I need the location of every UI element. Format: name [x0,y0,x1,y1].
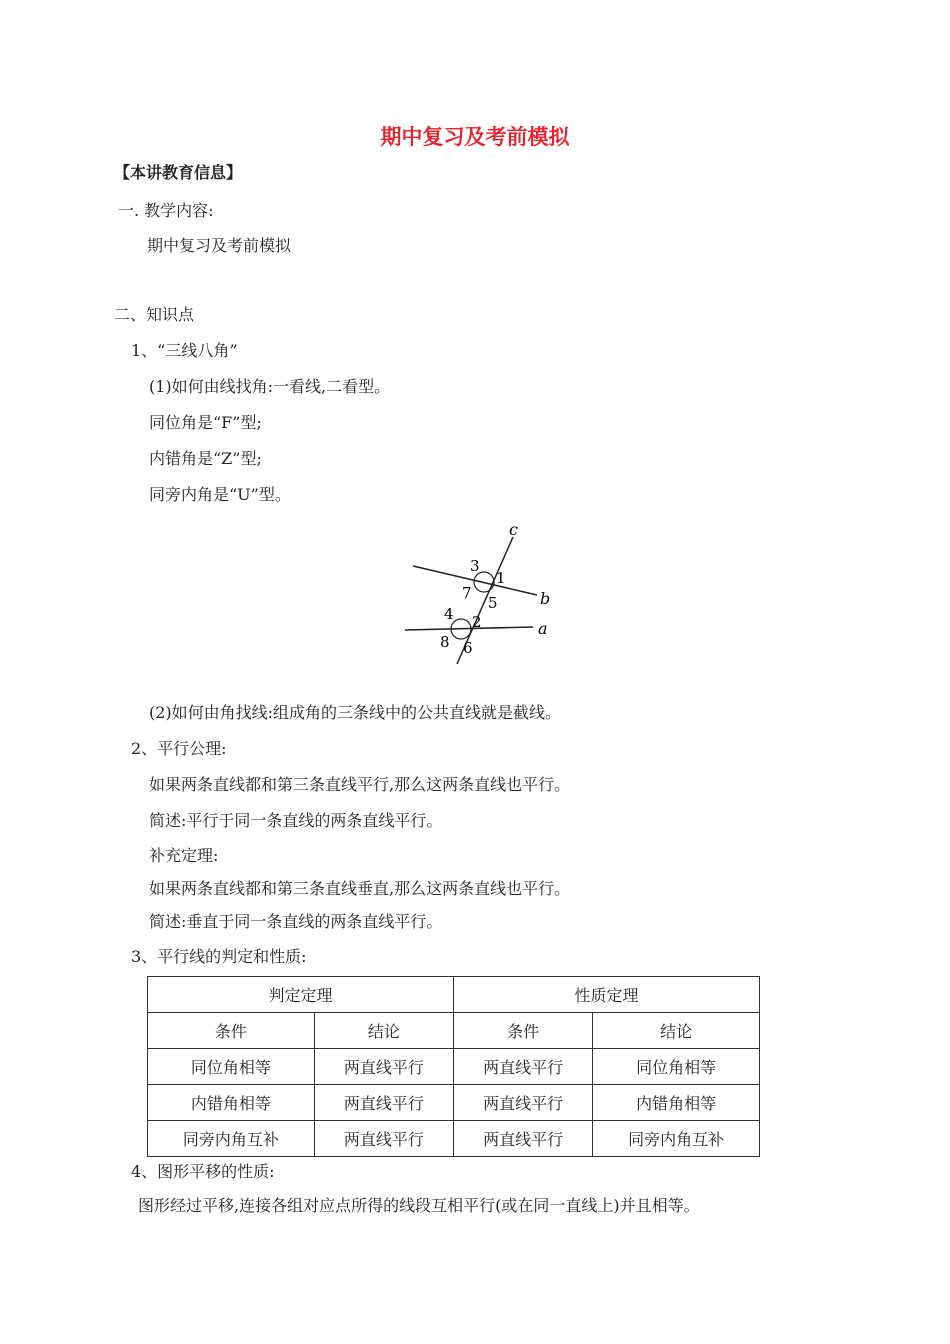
point1-line: 同旁内角是“U”型。 [149,485,291,504]
angle-1: 1 [496,569,506,587]
angle-3: 3 [470,557,480,575]
header-cell: 结论 [593,1013,760,1049]
table-cell: 同位角相等 [148,1049,315,1085]
section2-heading: 二、知识点 [114,305,195,324]
section1-content: 期中复习及考前模拟 [147,236,292,255]
header-cell: 条件 [453,1013,592,1049]
table-row [148,1121,760,1157]
point4-title: 4、图形平移的性质: [131,1162,275,1181]
point2-line: 如果两条直线都和第三条直线垂直,那么这两条直线也平行。 [149,879,571,898]
table-cell: 两直线平行 [453,1049,592,1085]
point3-title: 3、平行线的判定和性质: [131,947,307,966]
table-cell: 同旁内角互补 [593,1121,760,1157]
point2-line: 简述:平行于同一条直线的两条直线平行。 [149,811,443,830]
point1-sub2: (2)如何由角找线:组成角的三条线中的公共直线就是截线。 [149,703,562,722]
label-b: b [540,589,551,608]
angle-8: 8 [440,633,450,651]
angle-4: 4 [444,605,454,623]
section1-heading: 一. 教学内容: [118,201,214,220]
group-cell-determination: 判定定理 [148,977,454,1013]
point1-line: 内错角是“Z”型; [149,449,262,468]
angle-2: 2 [472,613,482,631]
point4-content: 图形经过平移,连接各组对应点所得的线段互相平行(或在同一直线上)并且相等。 [138,1196,700,1215]
point1-title: 1、“三线八角” [131,341,238,360]
parallel-lines-table [147,976,760,1157]
info-header: 【本讲教育信息】 [114,163,243,182]
table-cell: 两直线平行 [314,1085,453,1121]
point1-line: 同位角是“F”型; [149,413,262,432]
table-cell: 两直线平行 [453,1085,592,1121]
line-a [405,627,533,630]
page-title: 期中复习及考前模拟 [380,125,570,149]
table-header-row [148,1013,760,1049]
point2-line: 如果两条直线都和第三条直线平行,那么这两条直线也平行。 [149,775,571,794]
three-lines-eight-angles-figure [395,520,565,665]
table-cell: 两直线平行 [314,1049,453,1085]
angle-6: 6 [463,639,473,657]
table-row [148,1049,760,1085]
table-cell: 同位角相等 [593,1049,760,1085]
group-cell-property: 性质定理 [453,977,759,1013]
label-c: c [509,520,518,539]
point2-line: 补充定理: [149,846,219,865]
table-cell: 两直线平行 [453,1121,592,1157]
label-a: a [538,619,548,638]
angle-5: 5 [488,594,498,612]
point2-line: 简述:垂直于同一条直线的两条直线平行。 [149,912,443,931]
table-cell: 内错角相等 [148,1085,315,1121]
point1-sub1: (1)如何由线找角:一看线,二看型。 [149,377,391,396]
point2-title: 2、平行公理: [131,739,227,758]
header-cell: 条件 [148,1013,315,1049]
table-cell: 两直线平行 [314,1121,453,1157]
table-row [148,1085,760,1121]
table-group-row [148,977,760,1013]
table-cell: 同旁内角互补 [148,1121,315,1157]
header-cell: 结论 [314,1013,453,1049]
table-cell: 内错角相等 [593,1085,760,1121]
angle-7: 7 [462,584,472,602]
